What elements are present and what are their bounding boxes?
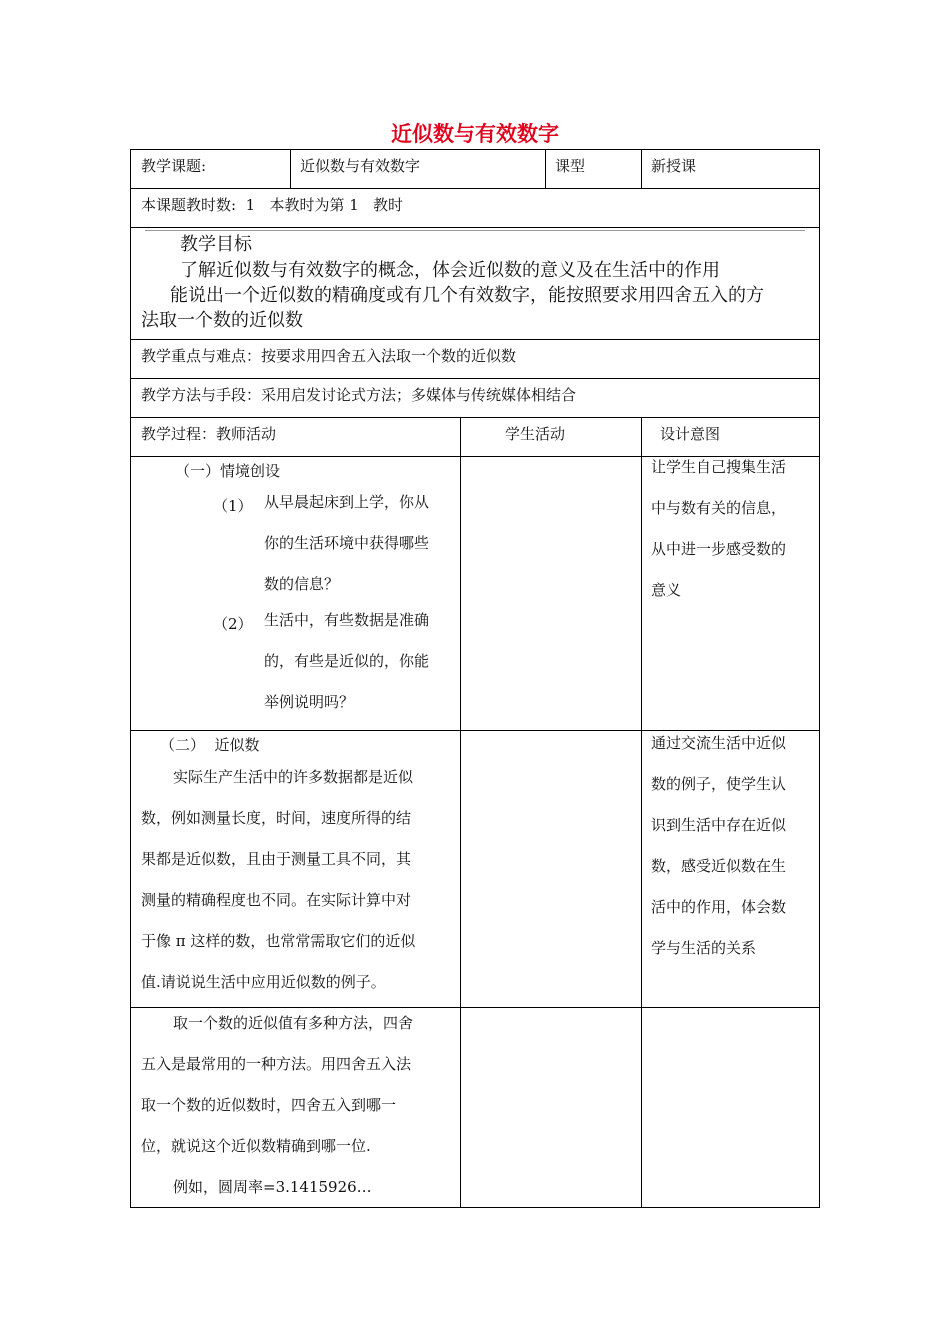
section3-student-cell (460, 1007, 642, 1208)
topic-label: 教学课题: (141, 157, 207, 175)
paragraph-line: 取一个数的近似数时，四舍五入到哪一 (141, 1096, 397, 1114)
item1-line: 从早晨起床到上学，你从 (264, 493, 430, 511)
paragraph-line: 实际生产生活中的许多数据都是近似 (173, 768, 414, 786)
teacher-activity-header: 教学过程：教师活动 (141, 425, 277, 443)
item2-line: 举例说明吗？ (264, 693, 355, 711)
design-line: 识到生活中存在近似 (651, 816, 787, 834)
item2-line: 的，有些是近似的，你能 (264, 652, 430, 670)
section3-design-cell (641, 1007, 820, 1208)
paragraph-line: 果都是近似数，且由于测量工具不同，其 (141, 850, 412, 868)
methods-text: 教学方法与手段：采用启发讨论式方法；多媒体与传统媒体相结合 (141, 386, 577, 404)
design-line: 数，感受近似数在生 (651, 857, 787, 875)
type-label: 课型 (555, 157, 586, 175)
design-line: 活中的作用，体会数 (651, 898, 787, 916)
document-title: 近似数与有效数字 (391, 122, 559, 146)
type-value: 新授课 (651, 157, 697, 175)
design-line: 意义 (651, 581, 682, 599)
student-activity-header: 学生活动 (505, 425, 566, 443)
item2-line: 生活中，有些数据是准确 (264, 611, 430, 629)
key-points-text: 教学重点与难点：按要求用四舍五入法取一个数的近似数 (141, 347, 517, 365)
paragraph-line: 于像 π 这样的数，也常常需取它们的近似 (141, 932, 416, 950)
objective-line-2: 能说出一个近似数的精确度或有几个有效数字，能按照要求用四舍五入的方 (170, 285, 764, 306)
paragraph-line: 数，例如测量长度，时间，速度所得的结 (141, 809, 412, 827)
objective-line-3: 法取一个数的近似数 (141, 310, 303, 331)
hours-text: 本课题教时数: 1 本教时为第 1 教时 (141, 196, 404, 214)
section1-student-cell (460, 456, 642, 731)
section2-heading: （二） 近似数 (160, 736, 260, 754)
design-line: 中与数有关的信息， (651, 499, 787, 517)
objectives-heading: 教学目标 (180, 234, 252, 255)
paragraph-line: 位，就说这个近似数精确到哪一位. (141, 1137, 371, 1155)
section1-design-text (651, 447, 786, 611)
design-line: 让学生自己搜集生活 (651, 458, 787, 476)
design-intent-header: 设计意图 (660, 425, 721, 443)
section2-design-text (651, 723, 786, 969)
section2-student-cell (460, 730, 642, 1008)
item2-text (264, 600, 429, 723)
paragraph-line: 例如，圆周率=3.1415926… (173, 1178, 372, 1196)
item1-text (264, 482, 429, 605)
paragraph-line: 值.请说说生活中应用近似数的例子。 (141, 973, 386, 991)
design-line: 学与生活的关系 (651, 939, 757, 957)
item1-line: 你的生活环境中获得哪些 (264, 534, 430, 552)
topic-value: 近似数与有效数字 (300, 157, 421, 175)
paragraph-line: 测量的精确程度也不同。在实际计算中对 (141, 891, 412, 909)
item2-number: （2） (213, 615, 253, 633)
section3-text (141, 1003, 453, 1208)
section1-heading: （一）情境创设 (175, 462, 281, 480)
paragraph-line: 取一个数的近似值有多种方法，四舍 (173, 1014, 414, 1032)
item1-number: （1） (213, 497, 253, 515)
section2-text (141, 757, 453, 1003)
design-line: 通过交流生活中近似 (651, 734, 787, 752)
design-line: 从中进一步感受数的 (651, 540, 787, 558)
paragraph-line: 五入是最常用的一种方法。用四舍五入法 (141, 1055, 412, 1073)
item1-line: 数的信息？ (264, 575, 340, 593)
design-line: 数的例子，使学生认 (651, 775, 787, 793)
objective-line-1: 了解近似数与有效数字的概念，体会近似数的意义及在生活中的作用 (180, 260, 720, 281)
